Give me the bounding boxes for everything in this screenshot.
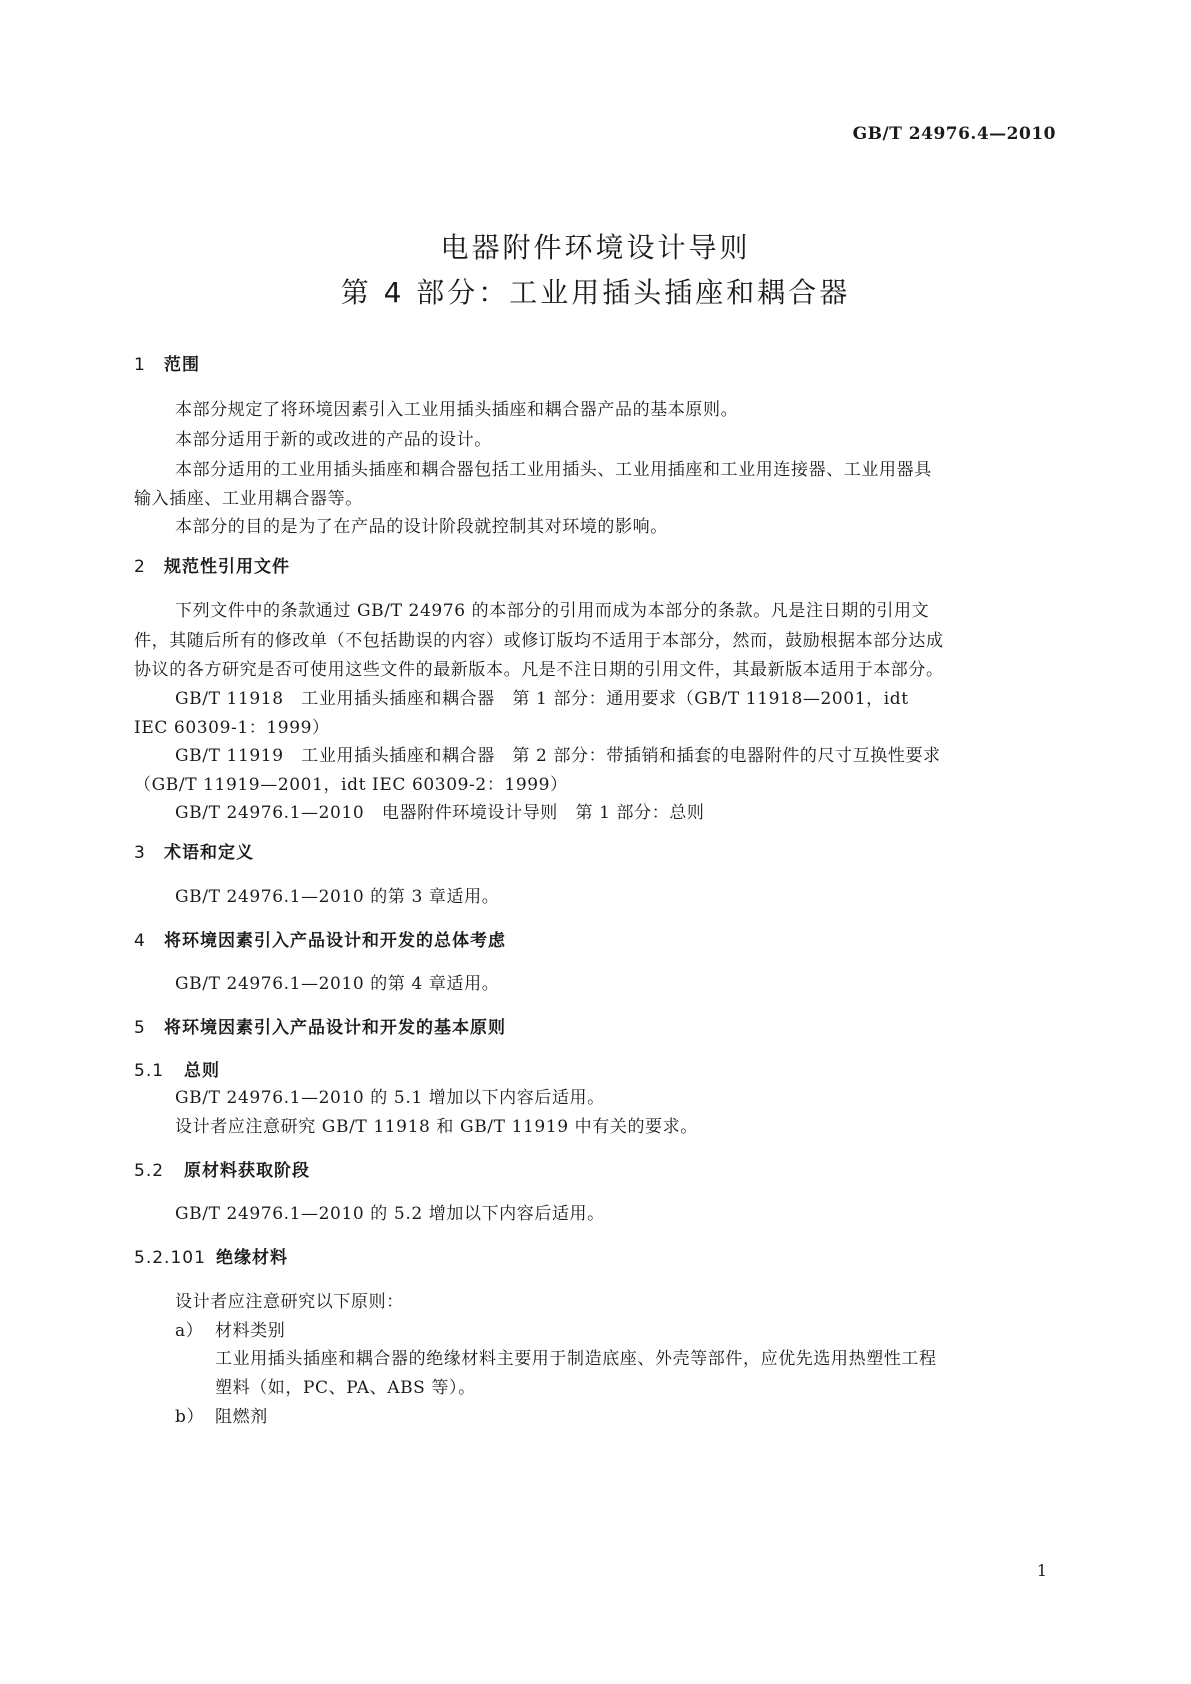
list-item-text: 塑料（如，PC、PA、ABS 等）。 [215,1378,476,1398]
list-item-label: a） [175,1321,204,1341]
paragraph-continuation: 输入插座、工业用耦合器等。 [134,489,363,509]
list-item-title: 阻燃剂 [215,1407,268,1427]
reference-entry: GB/T 11919 工业用插头插座和耦合器 第 2 部分：带插销和插套的电器附件的尺寸互换性要求 [175,746,941,766]
heading-title: 将环境因素引入产品设计和开发的基本原则 [164,1018,506,1038]
heading-number: 2 [134,557,146,577]
heading-number: 5.2 [134,1161,165,1181]
heading-normative-references [134,552,290,577]
paragraph-continuation: 协议的各方研究是否可使用这些文件的最新版本。凡是不注日期的引用文件，其最新版本适用于本部分。 [134,660,944,680]
paragraph: 本部分适用于新的或改进的产品的设计。 [175,430,492,450]
list-item-label: b） [175,1407,205,1427]
heading-number: 5 [134,1018,146,1038]
list-item-title: 材料类别 [215,1321,286,1341]
list-item-text: 工业用插头插座和耦合器的绝缘材料主要用于制造底座、外壳等部件，应优先选用热塑性工程 [215,1349,937,1369]
standard-code: GB/T 24976.4—2010 [852,124,1056,144]
paragraph: GB/T 24976.1—2010 的第 3 章适用。 [175,887,500,907]
heading-number: 5.1 [134,1061,165,1081]
reference-entry-continuation: IEC 60309-1：1999） [134,718,330,738]
paragraph: 设计者应注意研究 GB/T 11918 和 GB/T 11919 中有关的要求。 [175,1117,698,1137]
heading-number: 1 [134,355,146,375]
page-number: 1 [1036,1561,1047,1580]
heading-scope [134,350,200,375]
heading-title: 术语和定义 [164,843,254,863]
paragraph: 下列文件中的条款通过 GB/T 24976 的本部分的引用而成为本部分的条款。凡是注日期的引用文 [175,601,930,621]
reference-entry: GB/T 11918 工业用插头插座和耦合器 第 1 部分：通用要求（GB/T 11918—2001，idt [175,689,909,709]
heading-raw-material-stage [134,1156,310,1181]
title-line-2: 第 4 部分：工业用插头插座和耦合器 [340,276,851,309]
paragraph-continuation: 件，其随后所有的修改单（不包括勘误的内容）或修订版均不适用于本部分，然而，鼓励根据本部分达成 [134,631,944,651]
heading-number: 3 [134,843,146,863]
paragraph: 本部分的目的是为了在产品的设计阶段就控制其对环境的影响。 [175,517,668,537]
heading-title: 总则 [184,1061,220,1081]
paragraph: GB/T 24976.1—2010 的第 4 章适用。 [175,974,500,994]
paragraph: 本部分规定了将环境因素引入工业用插头插座和耦合器产品的基本原则。 [175,400,739,420]
heading-title: 范围 [164,355,200,375]
heading-terms-definitions [134,838,254,863]
heading-title: 原材料获取阶段 [184,1161,310,1181]
paragraph: 本部分适用的工业用插头插座和耦合器包括工业用插头、工业用插座和工业用连接器、工业用器具 [175,460,932,480]
heading-basic-principles [134,1013,506,1038]
paragraph: 设计者应注意研究以下原则： [175,1292,404,1312]
heading-general [134,1056,220,1081]
paragraph: GB/T 24976.1—2010 的 5.1 增加以下内容后适用。 [175,1088,605,1108]
heading-title: 绝缘材料 [216,1248,288,1268]
paragraph: GB/T 24976.1—2010 的 5.2 增加以下内容后适用。 [175,1204,605,1224]
heading-title: 将环境因素引入产品设计和开发的总体考虑 [164,931,506,951]
heading-title: 规范性引用文件 [164,557,290,577]
heading-general-considerations [134,926,506,951]
title-line-1: 电器附件环境设计导则 [440,231,751,264]
reference-entry-continuation: （GB/T 11919—2001，idt IEC 60309-2：1999） [134,775,568,795]
reference-entry: GB/T 24976.1—2010 电器附件环境设计导则 第 1 部分：总则 [175,803,705,823]
heading-number: 5.2.101 [134,1248,206,1268]
heading-number: 4 [134,931,146,951]
heading-insulating-materials [134,1243,288,1268]
